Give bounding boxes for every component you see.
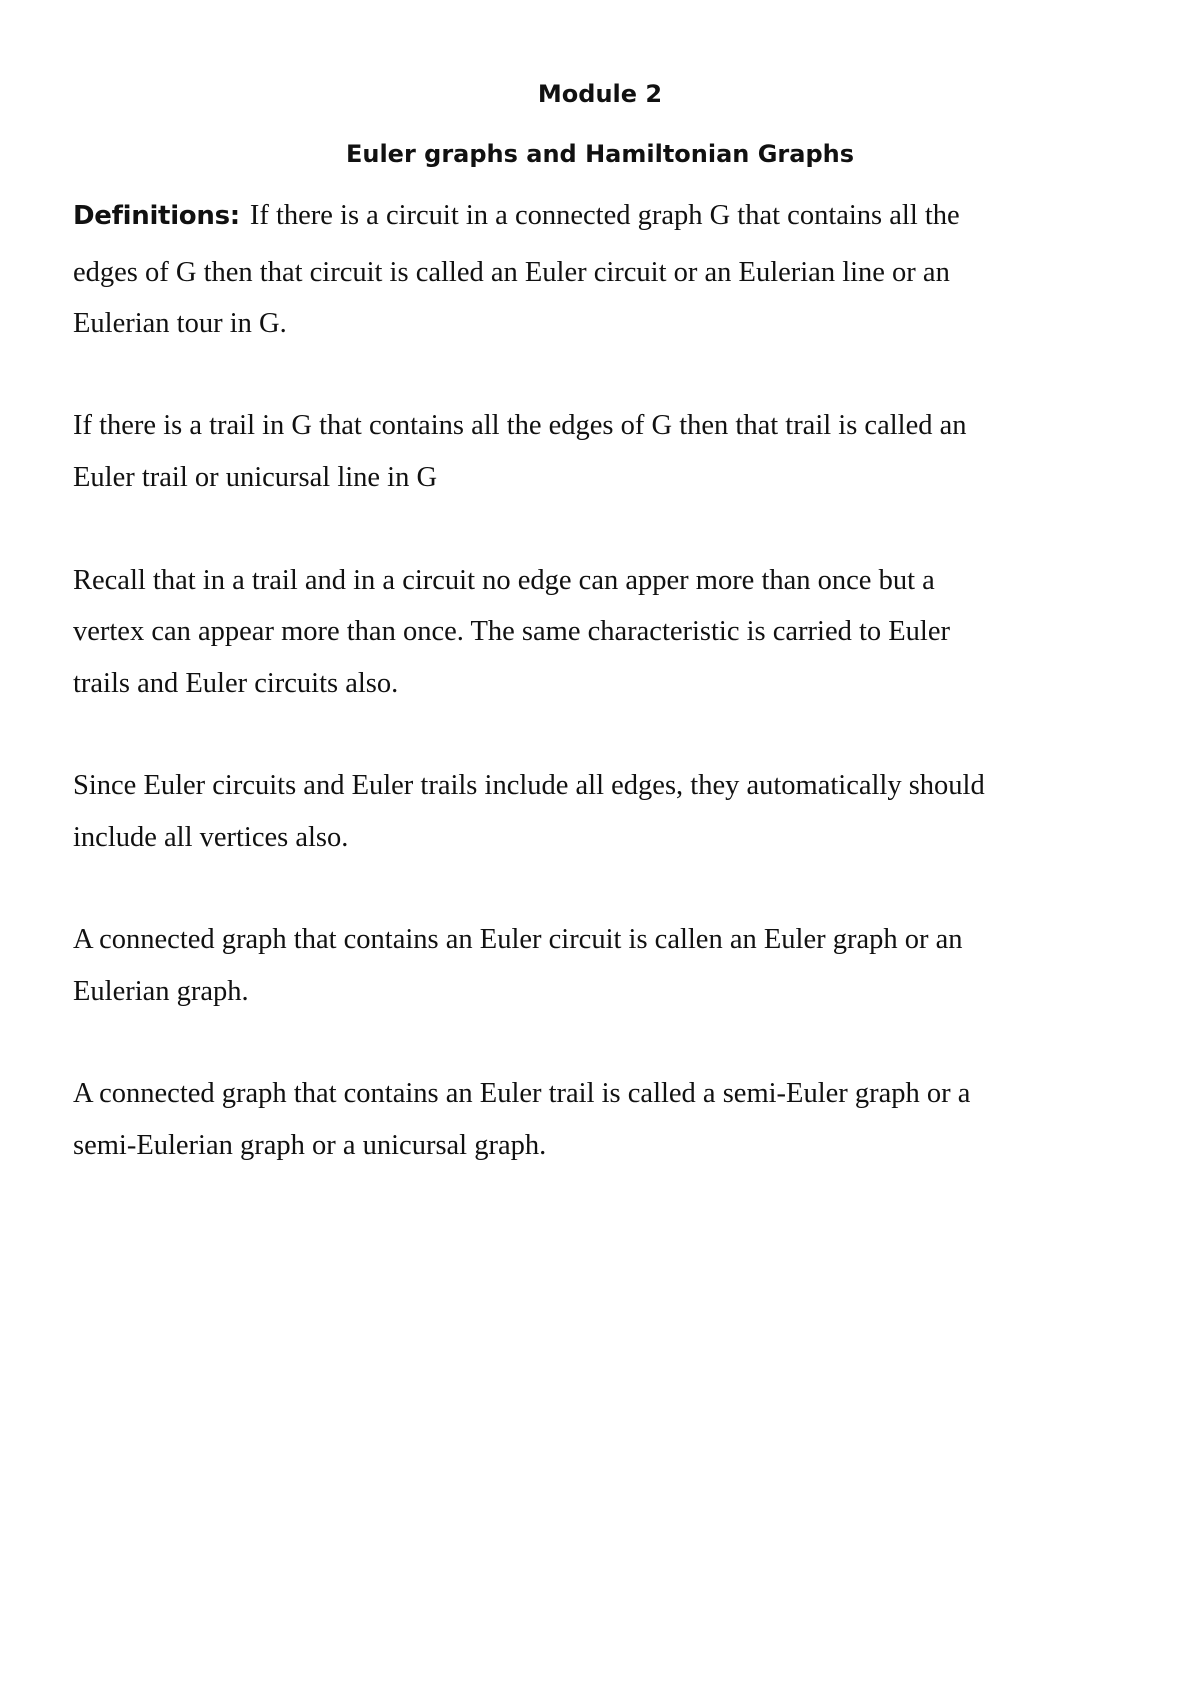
module-title: Module 2 bbox=[537, 80, 663, 108]
paragraph-line: edges of G then that circuit is called an Euler circuit or an Eulerian line or an bbox=[73, 257, 950, 288]
paragraph-line: Eulerian tour in G. bbox=[73, 308, 287, 339]
definitions-label: Definitions: bbox=[73, 201, 240, 231]
paragraph-text: If there is a circuit in a connected graph G that contains all the bbox=[249, 200, 960, 231]
paragraph-line: vertex can appear more than once. The same characteristic is carried to Euler bbox=[73, 616, 950, 647]
paragraph-line: Euler trail or unicursal line in G bbox=[73, 462, 438, 493]
paragraph-line: semi-Eulerian graph or a unicursal graph. bbox=[73, 1130, 547, 1161]
paragraph-line: trails and Euler circuits also. bbox=[73, 668, 399, 699]
paragraph-line: Since Euler circuits and Euler trails include all edges, they automatically should bbox=[73, 770, 985, 801]
paragraph-line: include all vertices also. bbox=[73, 822, 349, 853]
paragraph-line bbox=[73, 198, 960, 234]
paragraph-line: Eulerian graph. bbox=[73, 976, 249, 1007]
section-title: Euler graphs and Hamiltonian Graphs bbox=[345, 140, 855, 168]
paragraph-line: If there is a trail in G that contains all the edges of G then that trail is called an bbox=[73, 410, 967, 441]
paragraph-line: A connected graph that contains an Euler trail is called a semi-Euler graph or a bbox=[73, 1078, 971, 1109]
paragraph-line: Recall that in a trail and in a circuit no edge can apper more than once but a bbox=[73, 565, 935, 596]
paragraph-line: A connected graph that contains an Euler circuit is callen an Euler graph or an bbox=[73, 924, 963, 955]
